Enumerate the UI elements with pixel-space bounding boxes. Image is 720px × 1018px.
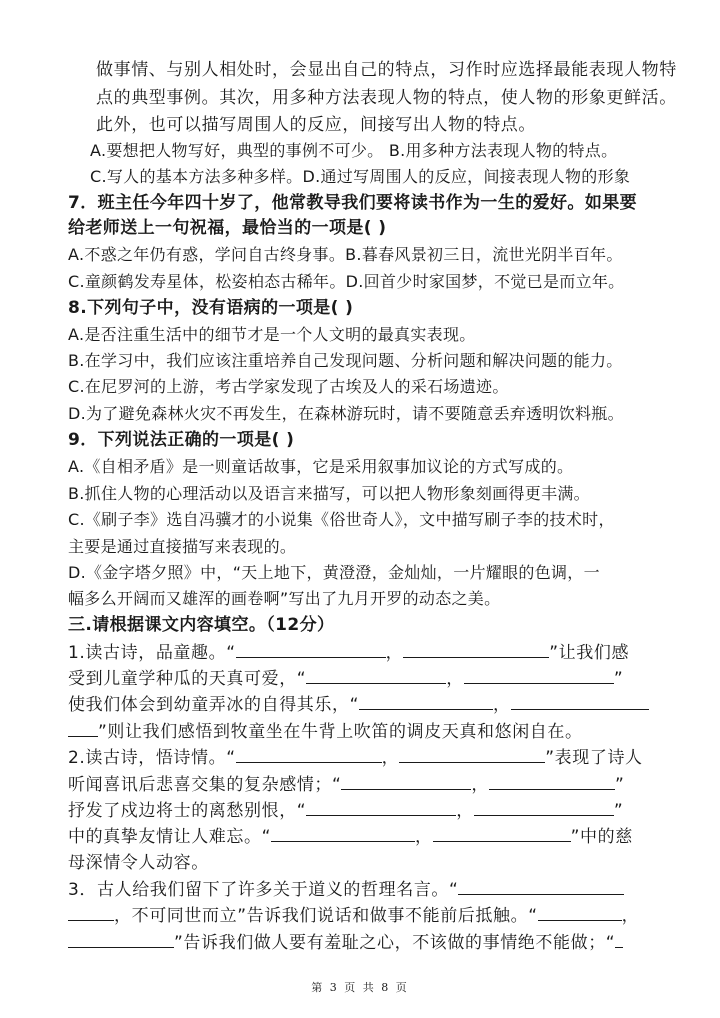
q6-option-ab: A.要想把人物写好，典型的事例不可少。 B.用多种方法表现人物的特点。: [90, 141, 618, 160]
q9-option-b: B.抓住人物的心理活动以及语言来描写，可以把人物形象刻画得更丰满。: [68, 484, 590, 503]
answer-blank[interactable]: [403, 642, 549, 658]
answer-blank[interactable]: [236, 642, 386, 658]
fill-line: 2.读古诗，悟诗情。“ ， ”表现了诗人: [68, 748, 643, 768]
answer-blank[interactable]: [306, 668, 446, 684]
q8-option-d: D.为了避免森林火灾不再发生，在森林游玩时，请不要随意丢弃透明饮料瓶。: [68, 404, 624, 423]
answer-blank[interactable]: [489, 774, 615, 790]
answer-blank[interactable]: [359, 694, 493, 710]
q8-option-c: C.在尼罗河的上游，考古学家发现了古埃及人的采石场遗迹。: [68, 377, 509, 396]
answer-blank[interactable]: [68, 721, 98, 737]
fill-line: 听闻喜讯后悲喜交集的复杂感情；“ ， ”: [68, 775, 625, 795]
fill-line: ”告诉我们做人要有羞耻之心，不该做的事情绝不能做；“: [68, 932, 623, 953]
answer-blank[interactable]: [68, 905, 114, 921]
fill-line: ”则让我们感悟到牧童坐在牛背上吹笛的调皮天真和悠闲自在。: [68, 721, 583, 742]
page-footer: 第 3 页 共 8 页: [311, 981, 409, 994]
passage-line: 此外，也可以描写周围人的反应，间接写出人物的特点。: [96, 115, 536, 135]
passage-line: 点的典型事例。其次，用多种方法表现人物的特点，使人物的形象更鲜活。: [96, 88, 677, 108]
answer-blank[interactable]: [271, 826, 415, 842]
answer-blank[interactable]: [538, 905, 622, 921]
fill-line: 母深情令人动容。: [68, 853, 209, 873]
fill-line: ，不可同世而立”告诉我们说话和做事不能前后抵触。“ ，: [68, 905, 639, 926]
answer-blank[interactable]: [399, 747, 545, 763]
section3-heading: 三.请根据课文内容填空。（12分）: [68, 615, 335, 635]
fill-line: 抒发了戍边将士的离愁别恨，“ ， ”: [68, 801, 624, 821]
fill-line: 受到儿童学种瓜的天真可爱，“ ， ”: [68, 669, 624, 689]
answer-blank[interactable]: [615, 932, 623, 948]
q7-stem: 给老师送上一句祝福，最恰当的一项是( ): [68, 218, 387, 238]
passage-line: 做事情、与别人相处时，会显出自己的特点，习作时应选择最能表现人物特: [96, 60, 677, 80]
q8-option-b: B.在学习中，我们应该注重培养自己发现问题、分析问题和解决问题的能力。: [68, 351, 623, 370]
fill-line: 3．古人给我们留下了许多关于道义的哲理名言。“: [68, 879, 624, 900]
q8-option-a: A.是否注重生活中的细节才是一个人文明的最真实表现。: [68, 325, 476, 344]
q9-option-a: A.《自相矛盾》是一则童话故事，它是采用叙事加议论的方式写成的。: [68, 457, 574, 476]
answer-blank[interactable]: [306, 800, 456, 816]
q9-option-c: C.《刷子李》选自冯骥才的小说集《俗世奇人》，文中描写刷子李的技术时，: [68, 510, 615, 529]
answer-blank[interactable]: [433, 826, 571, 842]
answer-blank[interactable]: [341, 774, 471, 790]
q9-stem: 9．下列说法正确的一项是( ): [68, 430, 295, 450]
answer-blank[interactable]: [236, 747, 382, 763]
q7-stem: 7．班主任今年四十岁了，他常教导我们要将读书作为一生的爱好。如果要: [68, 193, 638, 213]
fill-line: 使我们体会到幼童弄冰的自得其乐，“ ，: [68, 694, 649, 715]
answer-blank[interactable]: [511, 694, 649, 710]
q7-option-cd: C.童颜鹤发寿星体，松姿柏态古稀年。D.回首少时家国梦，不觉已是而立年。: [68, 272, 625, 291]
q9-option-d-cont: 幅多么开阔而又雄浑的画卷啊”写出了九月开罗的动态之美。: [68, 589, 501, 608]
answer-blank[interactable]: [458, 879, 624, 895]
answer-blank[interactable]: [474, 800, 614, 816]
q6-option-cd: C.写人的基本方法多种多样。D.通过写周围人的反应，间接表现人物的形象: [90, 167, 631, 186]
q8-stem: 8.下列句子中，没有语病的一项是( ): [68, 298, 354, 318]
fill-line: 1.读古诗，品童趣。“ ， ”让我们感: [68, 643, 630, 663]
answer-blank[interactable]: [68, 932, 174, 948]
answer-blank[interactable]: [464, 668, 614, 684]
q9-option-c-cont: 主要是通过直接描写来表现的。: [68, 537, 297, 556]
q9-option-d: D.《金字塔夕照》中，“天上地下，黄澄澄，金灿灿，一片耀眼的色调，一: [68, 563, 600, 582]
fill-line: 中的真挚友情让人难忘。“ ， ”中的慈: [68, 827, 633, 847]
q7-option-ab: A.不惑之年仍有惑，学问自古终身事。B.暮春风景初三日，流世光阴半百年。: [68, 245, 623, 264]
